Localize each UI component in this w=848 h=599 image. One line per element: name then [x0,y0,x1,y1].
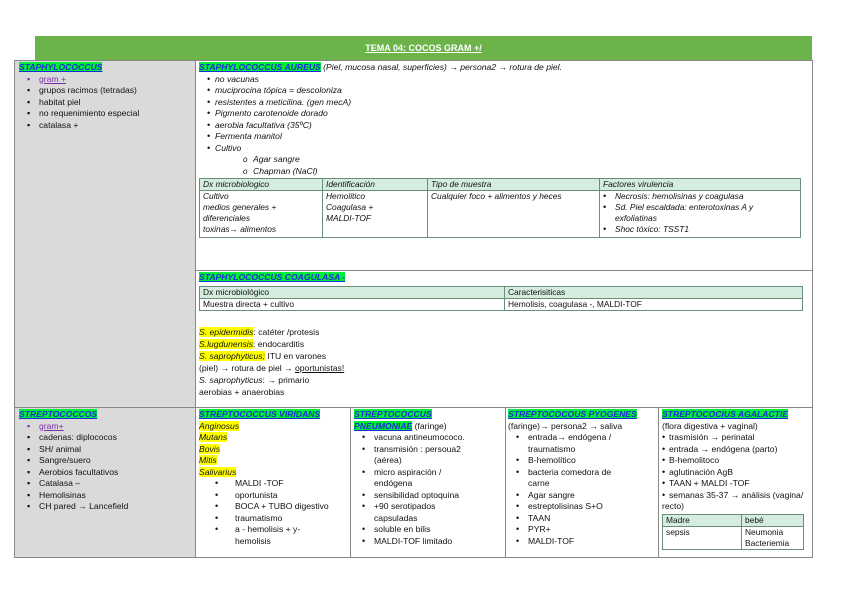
table-cell: Hemolisis, coagulasa -, MALDI-TOF [505,298,803,310]
list-item: • trasmisión → perinatal [662,432,810,444]
list-item: • no vacunas [199,74,809,86]
strep-title: STREPTOCOCCOS [19,409,98,419]
list-item: • Pigmento carotenoide dorado [199,108,809,120]
aureus-subtitle: (Piel, mucosa nasal, superficies) → persona2 → rotura de piel. [323,62,562,72]
list-item: o Agar sangre [235,154,809,166]
page-title: TEMA 04: COCOS GRAM +/ [365,43,482,53]
list-item: • resistentes a meticilina. (gen mecA) [199,97,809,109]
list-item: • transmisión : persoua2 [354,444,504,456]
list-item: ▪ no requenimiento especial [19,108,193,120]
list-item: recto) [662,501,684,511]
list-item: ▪ cadenas: diplococos [19,432,193,444]
aureus-section [199,62,809,238]
table-header: Tipo de muestra [428,179,600,191]
list-item: • TAAN [508,513,656,525]
table-row [663,526,804,549]
agalactie-title: STREPTOCOCIUS AGALACTIE [662,409,789,419]
list-item: • TAAN + MALDI -TOF [662,478,810,490]
list-item: • oportunista [207,490,347,502]
table-cell: Hemolitico Coagulasa + MALDI-TOF [323,191,428,238]
frame-col2 [350,407,351,557]
agalactie-table [662,514,804,550]
viridans-species: Anginosus Mutans Bovis Mitis Salivarius [199,420,240,477]
table-cell: Cualquier foco + alimentos y heces [428,191,600,238]
list-item: • BOCA + TUBO digestivo [207,501,347,513]
pyogenes-list [508,432,656,547]
header-bar [35,36,812,60]
table-header: Identificación [323,179,428,191]
coag-table [199,286,803,311]
list-item: endógena [374,478,413,488]
list-item: • PYR+ [508,524,656,536]
table-cell: Muestra directa + cultivo [200,298,505,310]
frame-col4 [658,407,659,557]
list-item: • Necrosis: hemolisinas y coagulasa [603,191,797,202]
list-item: • aerobia facultativa (35ºC) [199,120,809,132]
table-header-row [200,179,801,191]
table-header: Madre [663,514,742,526]
strep-list [19,421,193,513]
viridans-title: STREPTOCOCCUS VIRIDANS [199,409,321,419]
list-item: • MALDI-TOF limitado [354,536,504,548]
list-item: • vacuna antineumococo. [354,432,504,444]
list-item: • Cultivo [199,143,809,155]
table-header: Factores virulencia [600,179,801,191]
table-row [200,191,801,238]
aureus-heading [199,62,809,74]
list-item: ▪ Aerobios facultativos [19,467,193,479]
list-item: ▪ CH pared → Lancefield [19,501,193,513]
list-item: • Agar sangre [508,490,656,502]
table-header-row [200,286,803,298]
list-item: • entrada → endógena (parto) [662,444,810,456]
table-cell: Cultivo medios generales + diferenciales toxinas→ alimentos [200,191,323,238]
aureus-list [199,74,809,155]
table-header: bebé [742,514,804,526]
frame-divider-left [195,60,196,557]
list-item: ▪ Catalasa – [19,478,193,490]
pneumo-title-2: PNEUMONIAE (faringe) [354,420,447,431]
frame-bottom [14,557,813,558]
list-item: ▪ gram+ [19,421,193,433]
list-item: • a - hemolisis + y- [207,524,347,536]
frame-col3 [505,407,506,557]
table-header: Dx microbiológico [200,286,505,298]
pyogenes-section [508,409,656,547]
list-item: • traumatismo [207,513,347,525]
list-item: • +90 serotipados [354,501,504,513]
table-cell [600,191,801,238]
list-item: • aglutinación AgB [662,467,810,479]
pyogenes-intro: (faringe)→ persona2 → saliva [508,420,623,431]
coag-notes: S. epidermidis: catéter /protesis S.lugdunensis: endocarditis S. saprophyticus; ITU en varones (piel) → rotura de piel → oportunistas! S. saprophyticus: → primario aerobias + anaerobias [199,326,345,397]
pneumo-list [354,432,504,547]
agalactie-section [662,409,810,550]
list-item: • sensibilidad optoquina [354,490,504,502]
coag-section [199,272,809,398]
pyogenes-title: STREPTOCOCOUS PYOGENES [508,409,637,419]
list-item: ▪ catalasa + [19,120,193,132]
list-item: • entrada→ endógena / [508,432,656,444]
list-item: • MALDI -TOF [207,478,347,490]
pneumo-section [354,409,504,547]
frame-aureus-split [196,270,812,271]
cultivo-list [235,154,809,177]
list-item: capsuladas [374,512,418,523]
pneumo-title: STREPTOCOCCUS [354,409,432,419]
table-header: Caracterisiticas [505,286,803,298]
staph-list [19,74,193,132]
list-item: • Sd. Piel escaldada: enterotoxinas A y [603,202,797,213]
list-item: ▪ Hemolisinas [19,490,193,502]
list-item: • semanas 35-37 → análisis (vagina/ [662,490,810,502]
list-item: (aérea) [374,455,402,465]
table-header: Dx microbiologico [200,179,323,191]
staph-section [19,62,193,131]
table-cell: sepsis [663,526,742,549]
list-item: • muciprocina tópica = descoloniza [199,85,809,97]
list-item: carne [528,478,550,488]
list-item: ▪ gram + [19,74,193,86]
agalactie-list [662,432,810,513]
list-item: • soluble en bilis [354,524,504,536]
table-row [200,298,803,310]
list-item: exfoliatinas [615,213,657,223]
list-item: traumatismo [528,443,576,454]
frame-right [812,60,813,557]
list-item: ▪ grupos racimos (tetradas) [19,85,193,97]
table-cell: Neumonia Bacteriemia [742,526,804,549]
list-item: • micro aspiración / [354,467,504,479]
list-item: hemolisis [235,535,271,546]
agalactie-intro: (flora digestiva + vaginal) [662,420,758,431]
list-item: • bacteria comedora de [508,467,656,479]
aureus-table [199,178,801,238]
list-item: • B-hemolítico [508,455,656,467]
list-item: • Fermenta manitol [199,131,809,143]
viridans-list [207,478,347,547]
viridans-section [199,409,347,547]
list-item: • B-hemolitoco [662,455,810,467]
list-item: • estreptolisinas S+O [508,501,656,513]
list-item: ▪ SH/ animal [19,444,193,456]
list-item: ▪ habitat piel [19,97,193,109]
aureus-title: STAPHYLOCOCCUS AUREUS [199,62,321,72]
list-item: • MALDI-TOF [508,536,656,548]
list-item: o Chapman (NaCl) [235,166,809,178]
list-item: ▪ Sangre/suero [19,455,193,467]
table-header-row [663,514,804,526]
strep-section [19,409,193,513]
list-item: • Shoc tóxico: TSST1 [603,224,797,235]
staph-title: STAPHYLOCOCCUS [19,62,103,72]
coag-title: STAPHYLOCOCCUS COAGULASA - [199,272,346,282]
